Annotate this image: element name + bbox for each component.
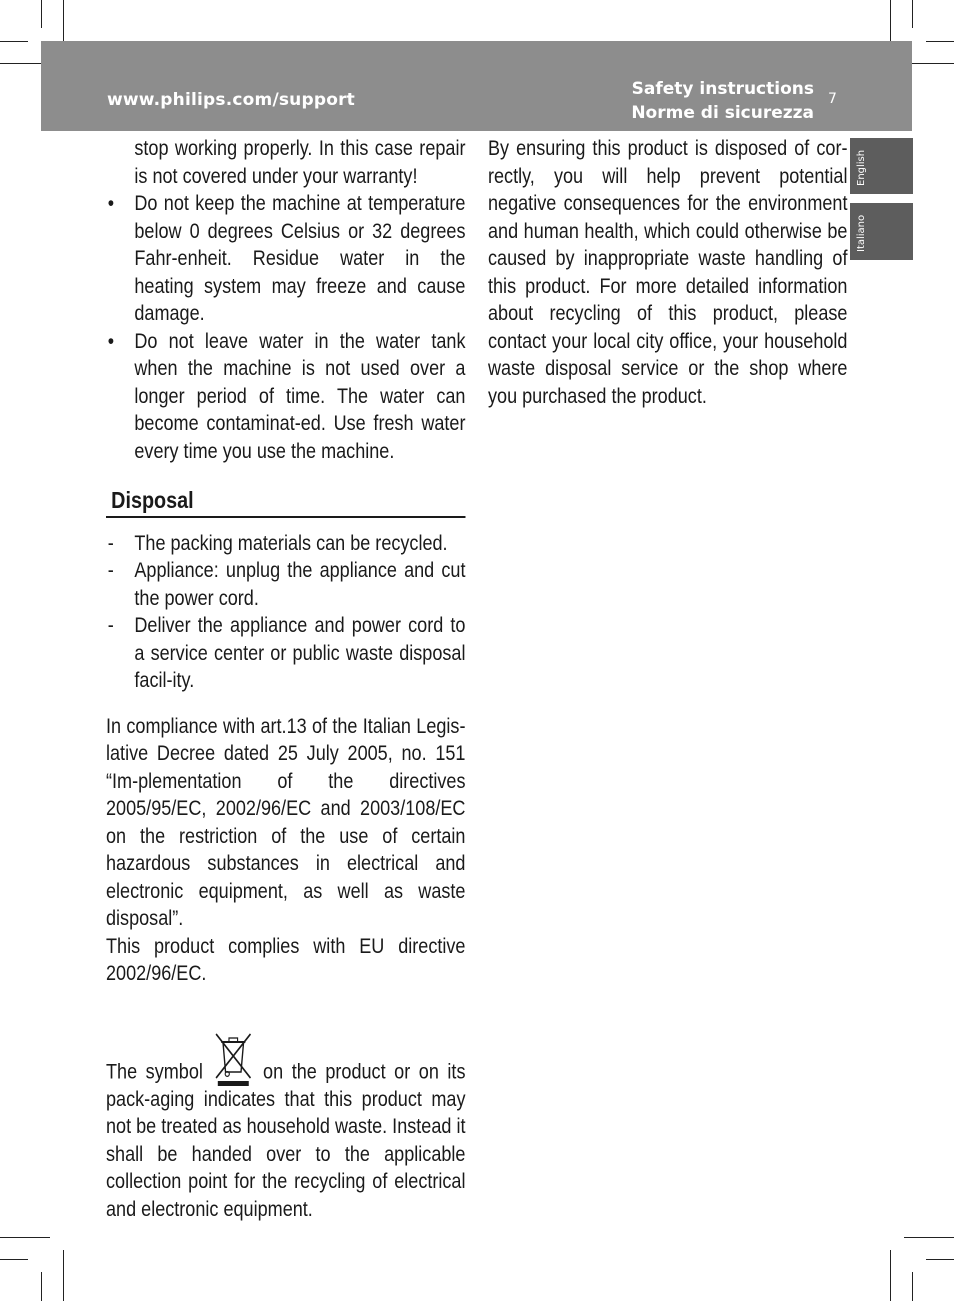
crop-mark [904, 1237, 954, 1238]
warning-list [106, 190, 465, 465]
crop-mark [912, 0, 913, 28]
crossed-out-wheelie-bin-icon [213, 1032, 253, 1086]
crop-mark [0, 41, 28, 42]
list-item: - Appliance: unplug the appliance and cut the power cord. [107, 559, 466, 610]
bullet-marker: • [107, 329, 115, 353]
dash-marker: - [107, 614, 114, 637]
dash-marker: - [107, 531, 114, 555]
crop-mark [63, 1250, 64, 1301]
crop-mark [41, 1272, 42, 1301]
list-item: • Do not leave water in the water tank when the machine is not used over a longer period of time. The water can become contaminat-ed. Use fresh water every time you use the machine. [107, 329, 466, 463]
tab-english[interactable] [850, 138, 913, 194]
recycling-paragraph: By ensuring this product is disposed of cor-rectly, you will help prevent potential negative consequences for the environment and human health, which could otherwise be caused by inappropriate waste handling of this product. For more detailed information about recycling of this product, please contact your local city office, your household waste disposal service or the shop where you purchased the product. [488, 137, 848, 408]
tab-italiano-label: Italiano [856, 214, 867, 252]
list-item: - Deliver the appliance and power cord to a service center or public waste disposal facil-ity. [107, 614, 466, 692]
crop-mark [0, 1259, 28, 1260]
crop-mark [926, 1259, 954, 1260]
crop-mark [926, 41, 954, 42]
tab-italiano[interactable] [850, 203, 913, 260]
crop-mark [0, 1237, 50, 1238]
weee-paragraph [106, 1032, 465, 1224]
tab-english-label: English [856, 149, 867, 186]
symbol-text-before: The symbol [106, 1060, 203, 1083]
disposal-heading: Disposal [106, 487, 465, 518]
crop-mark [41, 0, 42, 28]
crop-mark [890, 1250, 891, 1301]
left-column [106, 135, 465, 1223]
page-header [41, 41, 912, 131]
crop-mark [912, 1272, 913, 1301]
list-item: - The packing materials can be recycled. [106, 530, 465, 558]
header-title-italian: Norme di sicurezza [631, 103, 814, 123]
disposal-list [106, 530, 465, 695]
dash-marker: - [107, 559, 114, 582]
bullet-marker: • [107, 192, 115, 215]
symbol-text-after: on the product or on its pack-aging indicates that this product may not be treated as household waste. Instead it shall be handed over to the applicable collection point for the recycling of electrical and electronic equipment. [106, 1060, 466, 1221]
support-url[interactable]: www.philips.com/support [107, 90, 356, 110]
header-title-english: Safety instructions [631, 79, 814, 99]
directive-paragraph: This product complies with EU directive 2002/96/EC. [106, 934, 466, 985]
continued-text: stop working properly. In this case repair is not covered under your warranty! [134, 137, 466, 188]
list-item: • Do not keep the machine at temperature below 0 degrees Celsius or 32 degrees Fahr-enheit. Residue water in the heating system may freeze and cause damage. [107, 192, 466, 325]
page-number: 7 [828, 91, 837, 107]
compliance-paragraph: In compliance with art.13 of the Italian Legis-lative Decree dated 25 July 2005, no. 151 “Im-plementation of the directives 2005/95/EC, 2002/96/EC and 2003/108/EC on the restriction of the use of certain hazardous substances in electrical and electronic equipment, as well as waste disposal”. [106, 714, 466, 930]
right-column [488, 135, 847, 410]
